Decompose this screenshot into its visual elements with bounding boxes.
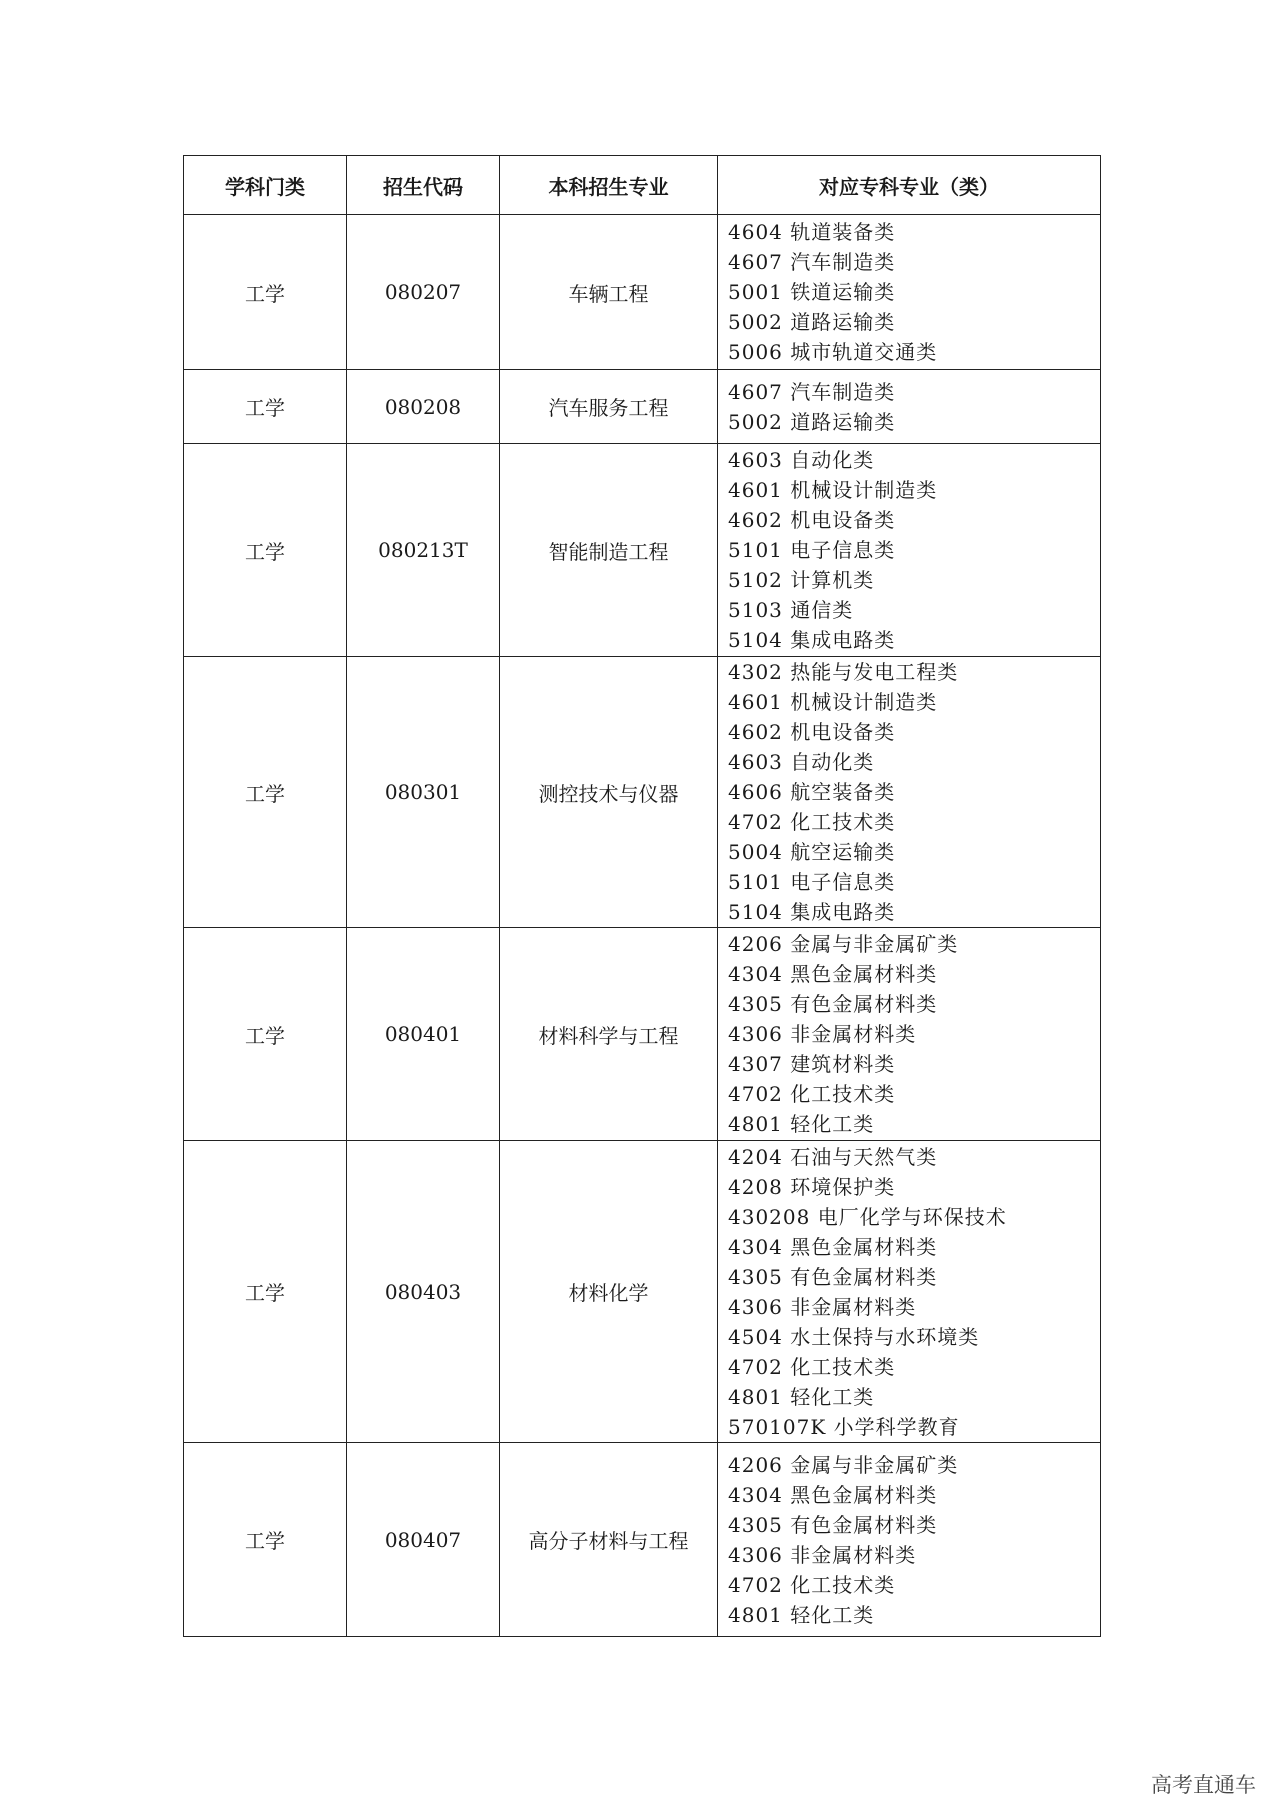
specialty-item: 4305 有色金属材料类 (728, 1512, 938, 1537)
table-row (184, 444, 1101, 657)
major-cell: 材料科学与工程 (500, 928, 718, 1141)
category-cell: 工学 (184, 657, 347, 928)
specialty-item: 4801 轻化工类 (728, 1384, 875, 1409)
specialty-item: 4601 机械设计制造类 (728, 690, 938, 714)
major-cell: 智能制造工程 (500, 444, 718, 657)
specialty-item: 4604 轨道装备类 (728, 220, 896, 244)
category-cell: 工学 (184, 928, 347, 1141)
specialty-item: 5001 铁道运输类 (728, 280, 896, 304)
specialty-item: 4306 非金属材料类 (728, 1294, 917, 1319)
code-cell: 080403 (347, 1141, 500, 1443)
specialty-item: 4801 轻化工类 (728, 1602, 875, 1627)
specialty-item: 5104 集成电路类 (728, 900, 896, 924)
specialty-item: 5002 道路运输类 (728, 310, 896, 334)
majors-table (183, 155, 1101, 1637)
category-cell: 工学 (184, 215, 347, 370)
category-cell: 工学 (184, 1141, 347, 1443)
specialty-item: 570107K 小学科学教育 (728, 1414, 960, 1439)
code-cell: 080208 (347, 370, 500, 444)
specialties-cell (718, 928, 1101, 1141)
watermark-text: 高考直通车 (1151, 1773, 1256, 1797)
specialty-item: 5101 电子信息类 (728, 538, 896, 562)
specialties-cell (718, 1141, 1101, 1443)
specialty-item: 4602 机电设备类 (728, 720, 896, 744)
specialties-cell (718, 444, 1101, 657)
table-row (184, 1141, 1101, 1443)
major-cell: 高分子材料与工程 (500, 1443, 718, 1637)
specialty-item: 4702 化工技术类 (728, 1082, 896, 1106)
code-cell: 080301 (347, 657, 500, 928)
specialty-item: 5103 通信类 (728, 598, 854, 622)
specialty-item: 4603 自动化类 (728, 448, 875, 472)
table-row (184, 928, 1101, 1141)
specialty-item: 5002 道路运输类 (728, 409, 896, 434)
header-row (184, 156, 1101, 215)
specialty-item: 4702 化工技术类 (728, 1572, 896, 1597)
specialty-item: 4306 非金属材料类 (728, 1022, 917, 1046)
code-cell: 080207 (347, 215, 500, 370)
specialty-item: 4702 化工技术类 (728, 1354, 896, 1379)
specialty-item: 4607 汽车制造类 (728, 250, 896, 274)
specialty-item: 5102 计算机类 (728, 568, 875, 592)
major-cell: 车辆工程 (500, 215, 718, 370)
specialty-item: 5006 城市轨道交通类 (728, 340, 938, 364)
header-specialties: 对应专科专业（类） (718, 156, 1101, 215)
code-cell: 080407 (347, 1443, 500, 1637)
table-row (184, 1443, 1101, 1637)
specialty-item: 4206 金属与非金属矿类 (728, 1452, 959, 1477)
specialties-cell (718, 1443, 1101, 1637)
code-cell: 080401 (347, 928, 500, 1141)
major-cell: 汽车服务工程 (500, 370, 718, 444)
major-cell: 材料化学 (500, 1141, 718, 1443)
major-cell: 测控技术与仪器 (500, 657, 718, 928)
specialty-item: 4208 环境保护类 (728, 1174, 896, 1199)
header-category: 学科门类 (184, 156, 347, 215)
specialty-item: 4204 石油与天然气类 (728, 1144, 938, 1169)
specialty-item: 4305 有色金属材料类 (728, 1264, 938, 1289)
header-code: 招生代码 (347, 156, 500, 215)
table-row (184, 657, 1101, 928)
table-row (184, 215, 1101, 370)
specialty-item: 4602 机电设备类 (728, 508, 896, 532)
specialty-item: 4606 航空装备类 (728, 780, 896, 804)
specialty-item: 4607 汽车制造类 (728, 379, 896, 404)
specialty-item: 4306 非金属材料类 (728, 1542, 917, 1567)
specialties-cell (718, 215, 1101, 370)
code-cell: 080213T (347, 444, 500, 657)
specialty-item: 4304 黑色金属材料类 (728, 1234, 938, 1259)
specialty-item: 4603 自动化类 (728, 750, 875, 774)
specialty-item: 4304 黑色金属材料类 (728, 1482, 938, 1507)
category-cell: 工学 (184, 1443, 347, 1637)
table-row (184, 370, 1101, 444)
category-cell: 工学 (184, 370, 347, 444)
specialty-item: 4801 轻化工类 (728, 1112, 875, 1136)
category-cell: 工学 (184, 444, 347, 657)
specialty-item: 4601 机械设计制造类 (728, 478, 938, 502)
specialty-item: 5101 电子信息类 (728, 870, 896, 894)
specialty-item: 4504 水土保持与水环境类 (728, 1324, 980, 1349)
header-major: 本科招生专业 (500, 156, 718, 215)
specialty-item: 4302 热能与发电工程类 (728, 660, 959, 684)
specialties-cell (718, 370, 1101, 444)
specialties-cell (718, 657, 1101, 928)
specialty-item: 4304 黑色金属材料类 (728, 962, 938, 986)
specialty-item: 430208 电厂化学与环保技术 (728, 1204, 1007, 1229)
specialty-item: 4305 有色金属材料类 (728, 992, 938, 1016)
specialty-item: 4307 建筑材料类 (728, 1052, 896, 1076)
specialty-item: 4206 金属与非金属矿类 (728, 932, 959, 956)
specialty-item: 5104 集成电路类 (728, 628, 896, 652)
specialty-item: 5004 航空运输类 (728, 840, 896, 864)
specialty-item: 4702 化工技术类 (728, 810, 896, 834)
